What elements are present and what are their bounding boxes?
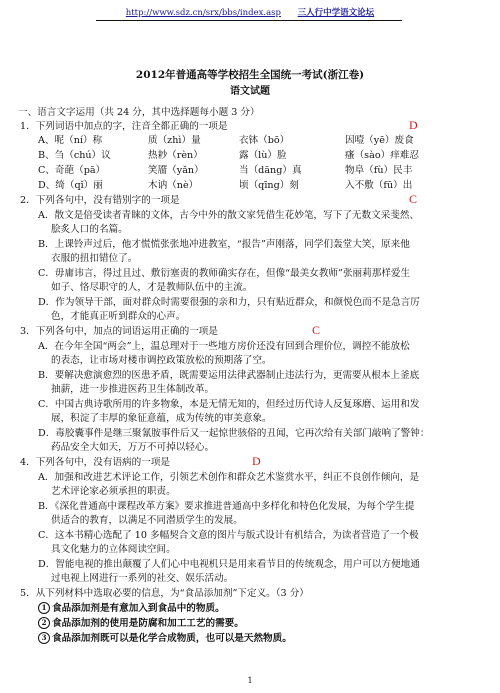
q4-option-a: A．加强和改进艺术评论工作，引领艺术创作和群众艺术鉴赏水平，纠正不良创作倾向，是 xyxy=(38,472,420,483)
q1-row-a-1: A、呢（ní）称 xyxy=(38,135,103,146)
q1-row-b-2: 热耖（rèn） xyxy=(148,150,203,161)
q2-option-a-cont: 脍炙人口的名篇。 xyxy=(51,224,128,235)
q4-option-d: D．智能电视的推出颠覆了人们心中电视机只是用来看节目的传统观念，用户可以方便地通 xyxy=(38,559,420,570)
q4-option-d-cont: 过电视上网进行一系列的社交、娱乐活动。 xyxy=(51,573,234,584)
q2-option-c: C．毋庸讳言，得过且过、敷衍塞责的教师确实存在，但像“最美女教师”张丽莉那样爱生 xyxy=(38,268,411,279)
q1-row-c-3: 当（dāng）真 xyxy=(239,165,302,176)
q1-stem: 1．下列词语中加点的字，注音全都正确的一项是 xyxy=(20,121,228,132)
q3-answer: C xyxy=(312,323,321,337)
q5-item-3-text: 食品添加剂既可以是化学合成物质，也可以是天然物质。 xyxy=(52,633,292,644)
q4-option-b: B．《深化普通高中课程改革方案》要求推进普通高中多样化和特色化发展，为每个学生提 xyxy=(38,501,415,512)
page-header xyxy=(0,6,500,18)
q5-item-2 xyxy=(38,617,244,631)
q3-option-b: B．要解决愈演愈烈的医患矛盾，既需要运用法律武器制止违法行为，更需要从根本上釜底 xyxy=(38,370,420,381)
page-number: 1 xyxy=(247,676,253,685)
q5-item-1-text: 食品添加剂是有意加入到食品中的物质。 xyxy=(52,603,225,614)
q4-option-a-cont: 艺术评论家必须承担的职责。 xyxy=(51,486,176,497)
q3-option-c: C．中国古典诗歌所用的许多物象，本是无情无知的，但经过历代诗人反复琢磨、运用和发 xyxy=(38,399,420,410)
doc-subtitle: 语文试题 xyxy=(230,86,270,97)
q1-answer: D xyxy=(409,118,418,132)
q1-row-b-3: 露（lù）脸 xyxy=(239,150,287,161)
q4-option-b-cont: 供适合的教育，以满足不同潜质学生的发展。 xyxy=(51,515,243,526)
q1-row-d-1: D、绮（qǐ）丽 xyxy=(38,180,103,191)
q3-option-a: A．在今年全国“两会”上，温总理对于一些地方房价还没有回到合理价位，调控不能放松 xyxy=(38,341,410,352)
q2-option-d-cont: 色，才能真正听到群众的心声。 xyxy=(51,311,186,322)
q5-item-2-text: 食品添加剂的使用是防腐和加工工艺的需要。 xyxy=(52,618,244,629)
q1-row-c-2: 笑靥（yǎn） xyxy=(148,165,204,176)
q3-stem: 3．下列各句中，加点的词语运用正确的一项是 xyxy=(20,326,218,337)
q1-row-b-1: B、刍（chú）议 xyxy=(38,150,111,161)
q3-option-d: D．毒胶囊事件是继三聚氰胺事件后又一起惊世骇俗的丑闻，它再次给有关部门敲响了警钟： xyxy=(38,428,430,439)
q2-answer: C xyxy=(409,192,418,206)
q1-row-b-4: 瘙（sào）痒难忍 xyxy=(345,150,419,161)
q3-option-a-cont: 的表态，让市场对楼市调控政策放松的预期落了空。 xyxy=(51,355,272,366)
q1-row-a-2: 质（zhì）量 xyxy=(148,135,201,146)
circled-number: 1 xyxy=(38,602,50,614)
q2-option-b: B．上课铃声过后，他才慌慌张张地冲进教室，“报告”声刚落，同学们轰堂大笑，原来他 xyxy=(38,239,410,250)
q3-option-d-cont: 药品安全大如天，万万不可掉以轻心。 xyxy=(51,442,215,453)
q4-stem: 4．下列各句中，没有语病的一项是 xyxy=(20,457,171,468)
q2-stem: 2．下列各句中，没有错别字的一项是 xyxy=(20,195,180,206)
q2-option-a: A．散文是倍受读者青睐的文体，古今中外的散文家凭借生花妙笔，写下了无数文采斐然、 xyxy=(38,210,420,221)
q1-row-c-4: 物阜（fù）民丰 xyxy=(345,165,413,176)
q4-answer: D xyxy=(252,454,261,468)
q4-option-c-cont: 具文化魅力的立体阅读空间。 xyxy=(51,544,176,555)
circled-number: 2 xyxy=(38,617,50,629)
header-url-link[interactable]: http://www.sdz.cn/srx/bbs/index.asp xyxy=(125,8,281,18)
q1-row-d-3: 顷（qīng）刻 xyxy=(239,180,299,191)
q3-option-b-cont: 抽薪，进一步推进医药卫生体制改革。 xyxy=(51,384,215,395)
q2-option-d: D．作为领导干部，面对群众时需要很强的亲和力，只有贴近群众，和颜悦色而不是急言厉 xyxy=(38,297,420,308)
q4-option-c: C．这本书精心选配了 10 多幅契合文意的图片与版式设计有机结合，为读者营造了一个极 xyxy=(38,530,419,541)
q5-item-1 xyxy=(38,602,225,616)
q5-stem: 5．从下列材料中选取必要的信息，为“食品添加剂”下定义。（3 分） xyxy=(20,588,309,599)
q2-option-c-cont: 如子、恪尽职守的人，才是教师队伍中的主流。 xyxy=(51,282,253,293)
q1-row-a-3: 衣钵（bō） xyxy=(239,135,290,146)
circled-number: 3 xyxy=(38,632,50,644)
header-divider xyxy=(96,20,402,21)
header-forum-link[interactable]: 三人行中学语文论坛 xyxy=(297,8,375,18)
q1-row-d-4: 入不敷（fū）出 xyxy=(345,180,413,191)
q1-row-c-1: C、奇葩（pā） xyxy=(38,165,106,176)
q3-option-c-cont: 展，积淀了丰厚的象征意蕴，成为传统的审美意象。 xyxy=(51,413,272,424)
doc-title: 2012年普通高等学校招生全国统一考试(浙江卷) xyxy=(135,69,365,81)
q1-row-a-4: 因噎（yē）废食 xyxy=(345,135,414,146)
q2-option-b-cont: 衣服的扭扣错位了。 xyxy=(51,253,138,264)
q1-row-d-2: 木讷（nè） xyxy=(148,180,199,191)
section-heading: 一、语言文字运用（共 24 分，其中选择题每小题 3 分） xyxy=(18,107,260,118)
q5-item-3 xyxy=(38,632,292,646)
